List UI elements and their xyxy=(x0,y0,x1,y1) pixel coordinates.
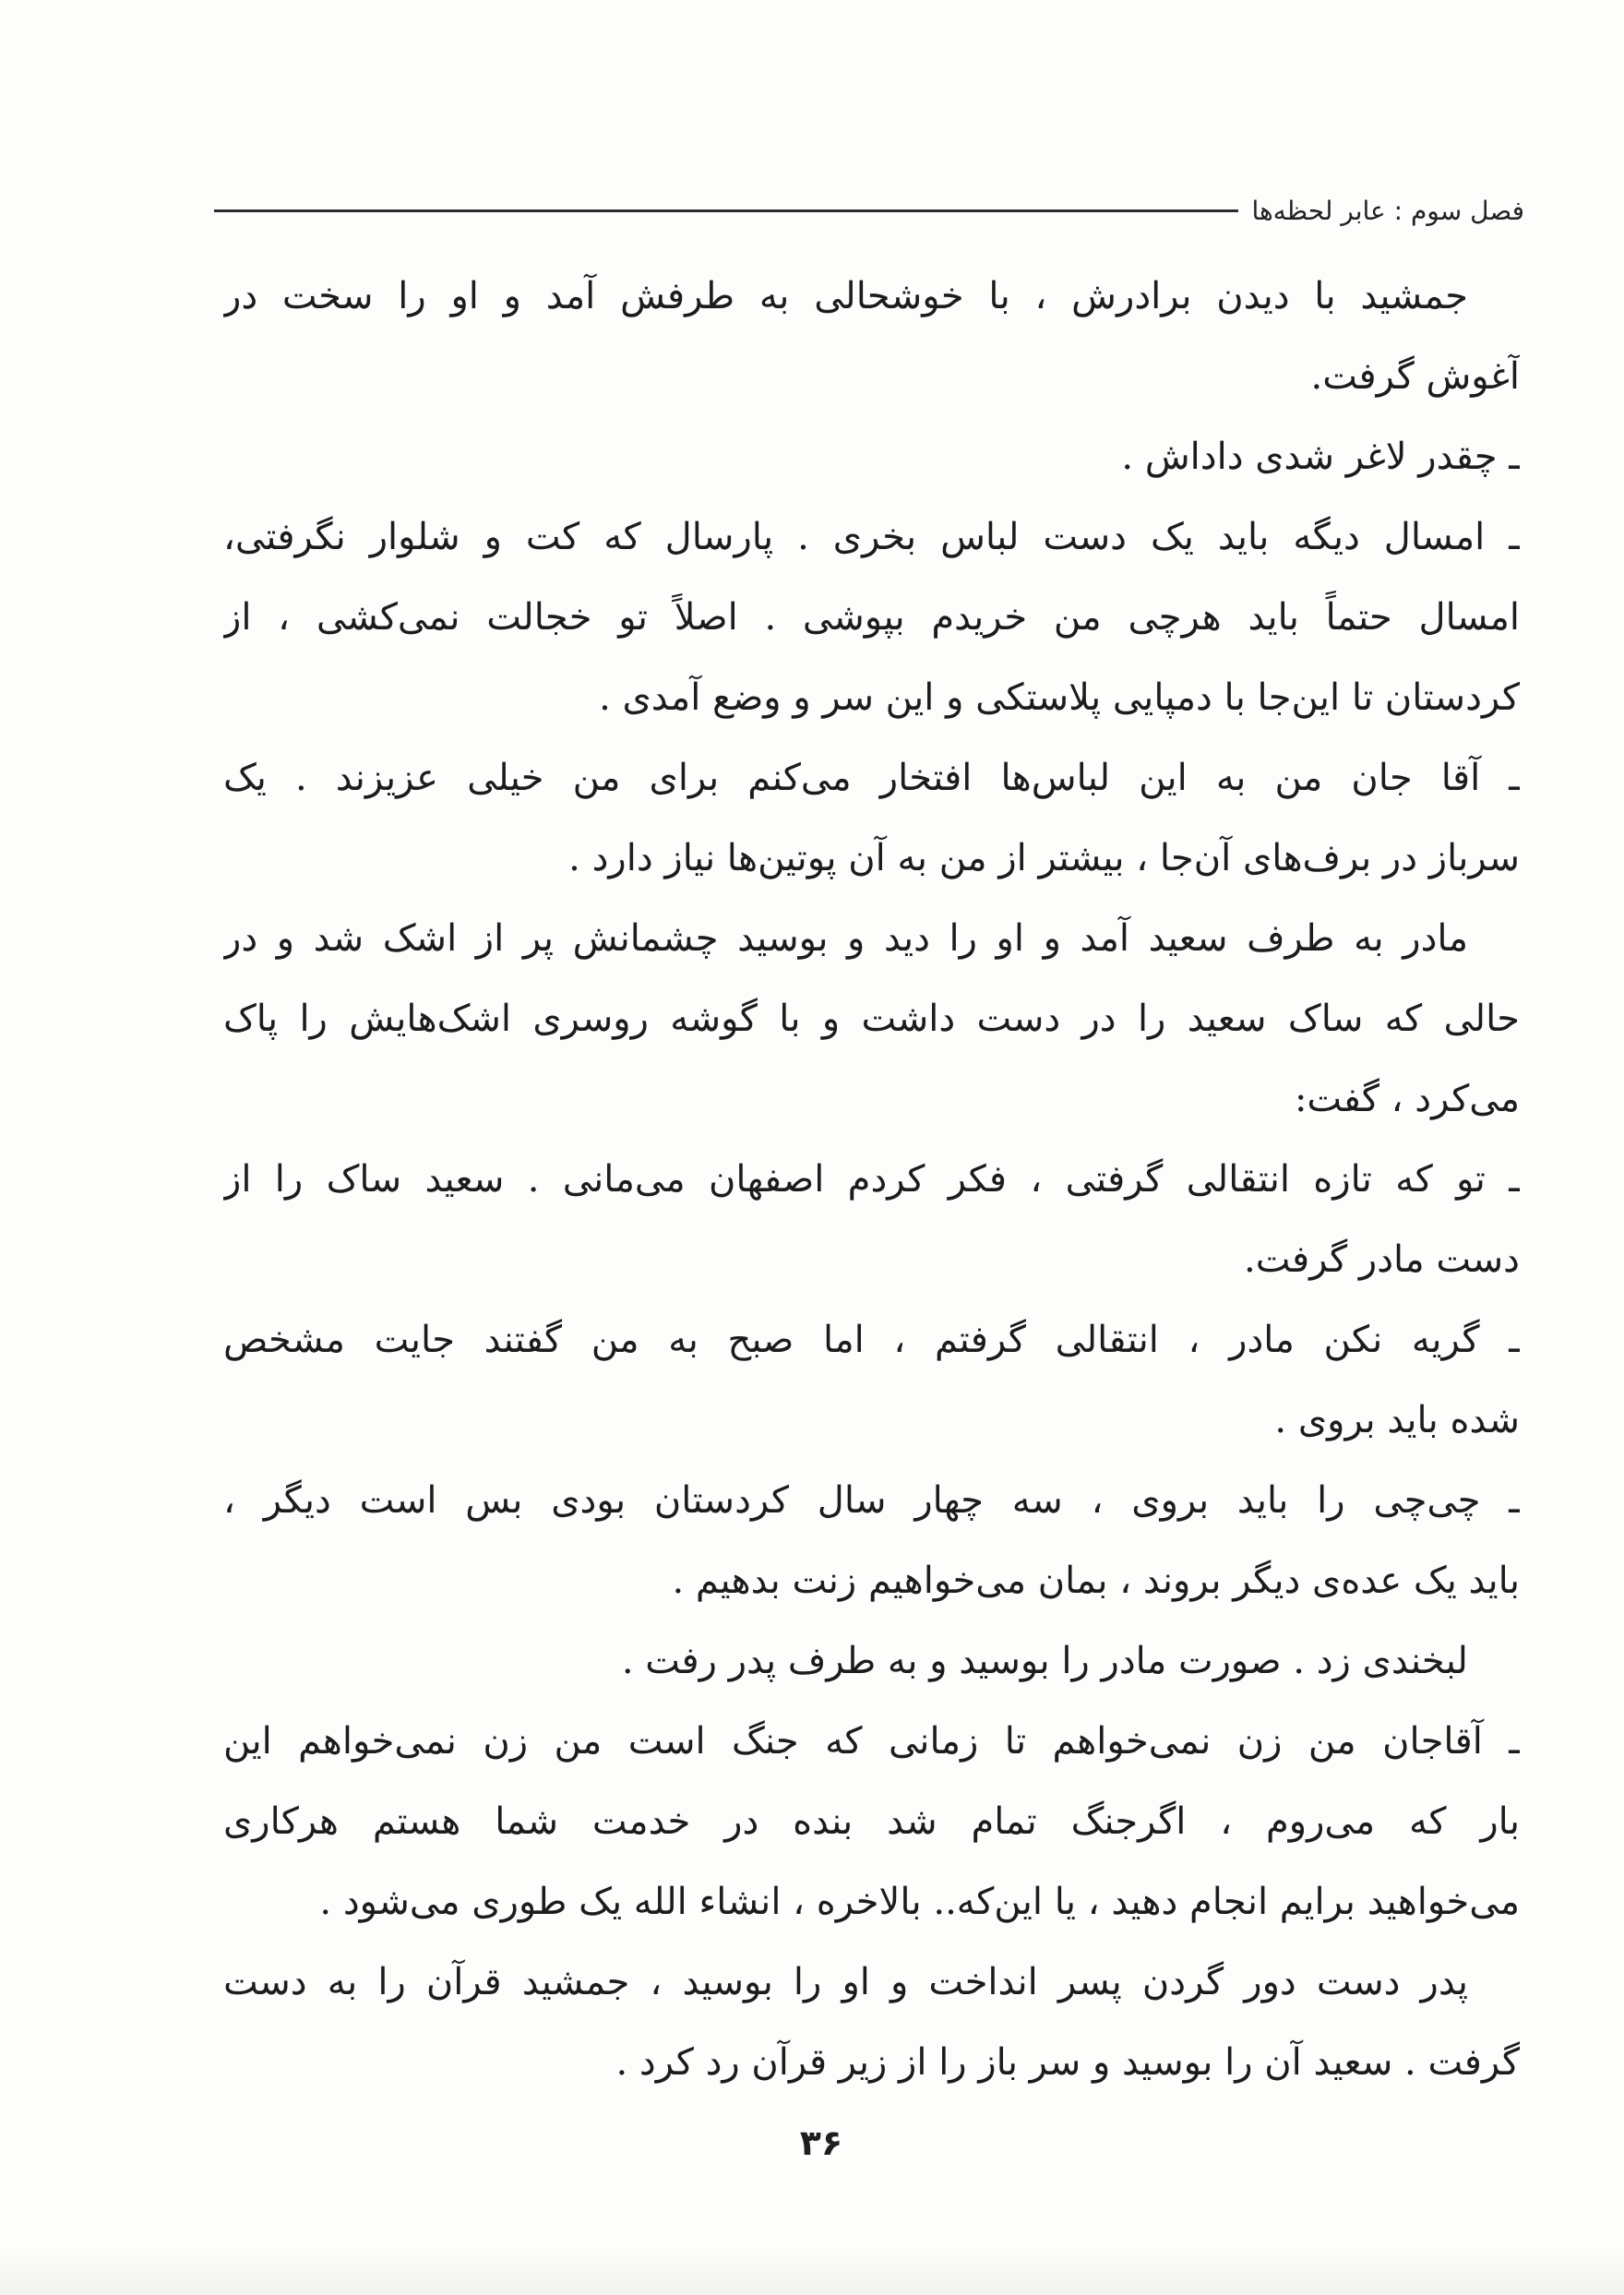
chapter-title: فصل سوم : عابر لحظه‌ها xyxy=(1251,195,1524,226)
text-line: امسال حتماً باید هرچی من خریدم بپوشی . اصلاً تو خجالت نمی‌کشی ، از xyxy=(223,596,1520,639)
text-line: حالی که ساک سعید را در دست داشت و با گوشه روسری اشک‌هایش را پاک xyxy=(223,998,1520,1040)
scan-edge xyxy=(0,2252,1624,2295)
text-line: ـ آقاجان من زن نمی‌خواهم تا زمانی که جنگ است من زن نمی‌خواهم این xyxy=(223,1720,1520,1763)
text-line: دست مادر گرفت. xyxy=(1243,1238,1520,1281)
text-line: می‌خواهید برایم انجام دهید ، یا این‌که.. بالاخره ، انشاء الله یک طوری می‌شود . xyxy=(319,1881,1520,1923)
text-line: باید یک عده‌ی دیگر بروند ، بمان می‌خواهیم زنت بدهیم . xyxy=(672,1560,1520,1602)
text-line: می‌کرد ، گفت: xyxy=(1294,1078,1520,1120)
text-line: ـ چی‌چی را باید بروی ، سه چهار سال کردستان بودی بس است دیگر ، xyxy=(223,1479,1520,1522)
text-line: ـ چقدر لاغر شدی داداش . xyxy=(1121,436,1520,478)
text-line: پدر دست دور گردن پسر انداخت و او را بوسید ، جمشید قرآن را به دست xyxy=(223,1961,1468,2003)
text-line: بار که می‌روم ، اگرجنگ تمام شد بنده در خدمت شما هستم هرکاری xyxy=(223,1800,1520,1843)
text-line: ـ تو که تازه انتقالی گرفتی ، فکر کردم اصفهان می‌مانی . سعید ساک را از xyxy=(223,1158,1520,1201)
text-line: کردستان تا این‌جا با دمپایی پلاستکی و این سر و وضع آمدی . xyxy=(599,676,1520,719)
page-number: ۳۶ xyxy=(799,2122,843,2163)
text-line: شده باید بروی . xyxy=(1274,1399,1520,1441)
text-line: مادر به طرف سعید آمد و او را دید و بوسید چشمانش پر از اشک شد و در xyxy=(223,917,1468,960)
text-line: لبخندی زد . صورت مادر را بوسید و به طرف پدر رفت . xyxy=(621,1640,1468,1682)
text-line: ـ امسال دیگه باید یک دست لباس بخری . پارسال که کت و شلوار نگرفتی، xyxy=(223,516,1520,558)
text-line: ـ آقا جان من به این لباس‌ها افتخار می‌کنم برای من خیلی عزیزند . یک xyxy=(223,757,1520,799)
text-line: آغوش گرفت. xyxy=(1310,355,1520,398)
text-line: ـ گریه نکن مادر ، انتقالی گرفتم ، اما صبح به من گفتند جایت مشخص xyxy=(223,1319,1520,1361)
chapter-header xyxy=(214,183,1524,238)
header-rule xyxy=(214,209,1238,212)
text-line: گرفت . سعید آن را بوسید و سر باز را از زیر قرآن رد کرد . xyxy=(615,2041,1520,2084)
text-line: جمشید با دیدن برادرش ، با خوشحالی به طرفش آمد و او را سخت در xyxy=(223,275,1468,317)
body-text xyxy=(223,257,1520,2103)
text-line: سرباز در برف‌های آن‌جا ، بیشتر از من به آن پوتین‌ها نیاز دارد . xyxy=(568,837,1520,879)
